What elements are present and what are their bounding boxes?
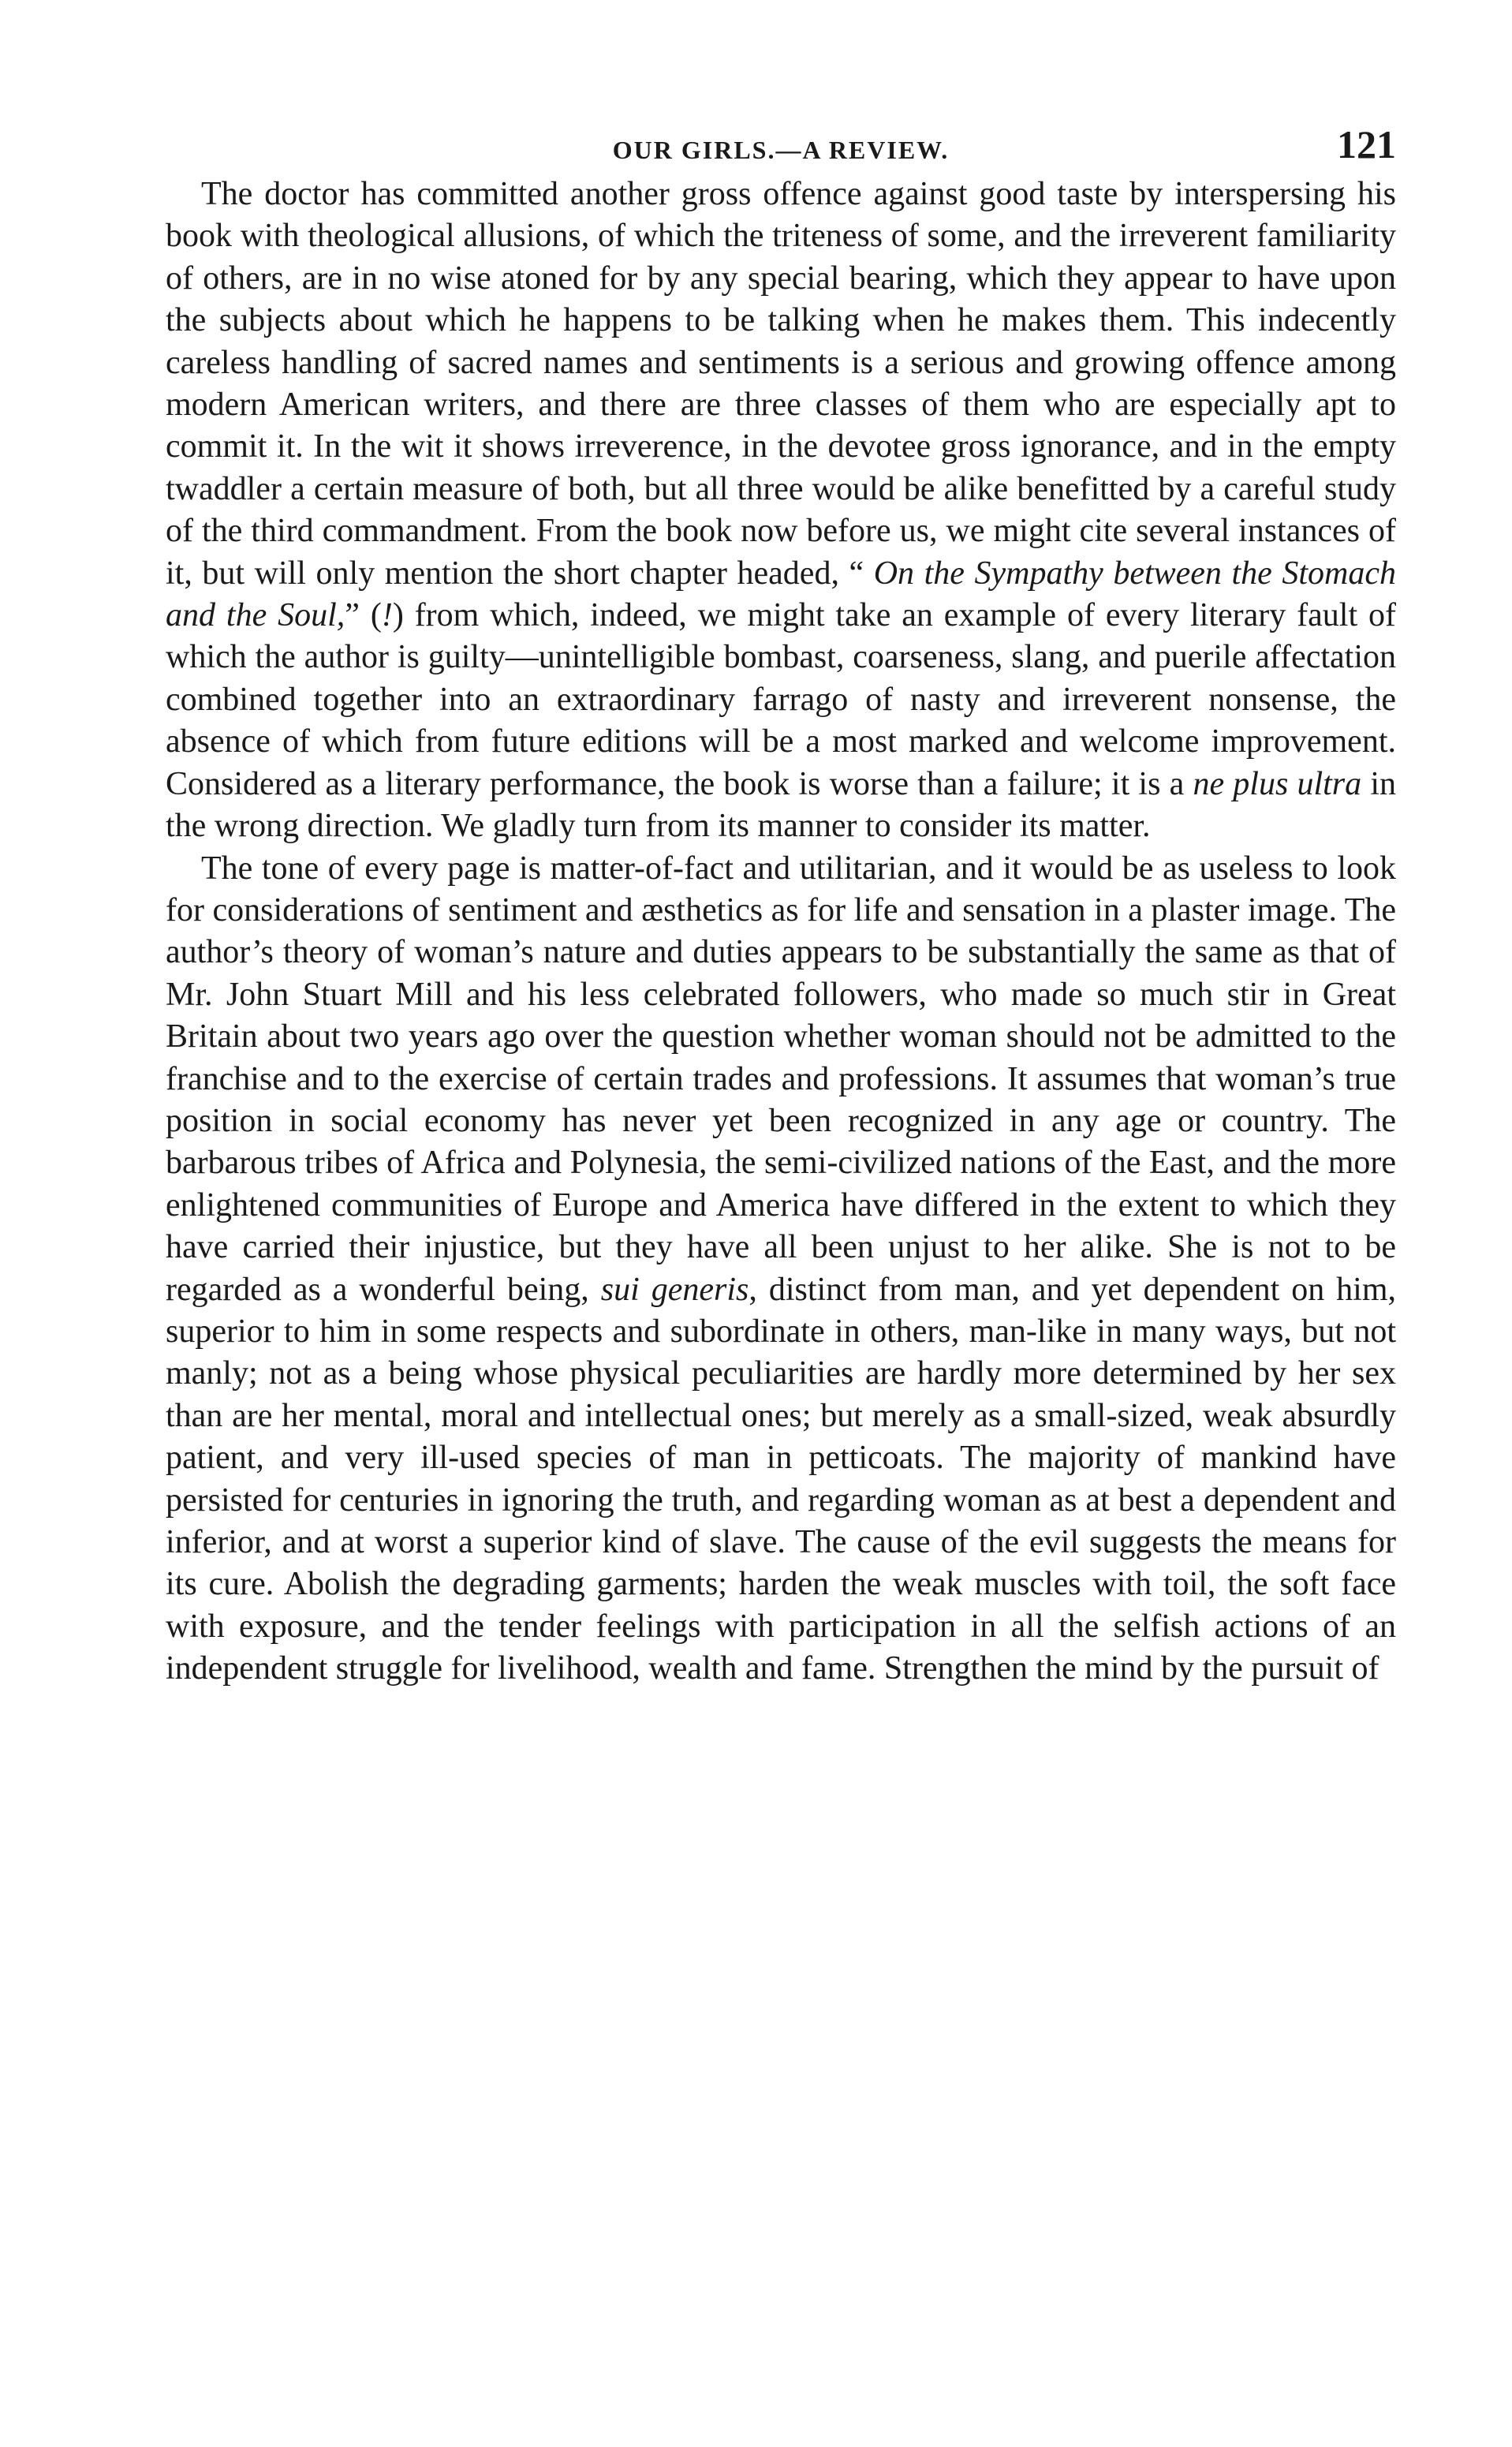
italic-text: On the Sympathy between the Stomach and the Soul, xyxy=(166,555,1396,634)
running-head xyxy=(166,118,1396,174)
text-run: The tone of every page is matter-of-fact and utilitarian, and it would be as useless to look for considerations of sentiment and æsthetics as for life and sensation in a plaster image. The author’s theory of woman’s nature and duties appears to be substantially the same as that of Mr. John Stuart Mill and his less celebrated followers, who made so much stir in Great Britain about two years ago over the question whether woman should not be admitted to the franchise and to the exercise of certain trades and professions. It assumes that woman’s true position in social economy has never yet been recognized in any age or country. The barbarous tribes of Africa and Polynesia, the semi-civilized nations of the East, and the more enlightened communities of Europe and America have differed in the extent to which they have carried their injustice, but they have all been unjust to her alike. She is not to be regarded as a wonderful being, xyxy=(166,850,1396,1308)
running-title: OUR GIRLS.—A REVIEW. xyxy=(612,136,950,164)
book-page xyxy=(166,118,1396,1690)
text-run: in the wrong direction. We gladly turn from its manner to consider its matter. xyxy=(166,765,1397,845)
italic-text: ne plus ultra xyxy=(1193,765,1362,802)
italic-text: sui generis xyxy=(600,1271,749,1308)
paragraph xyxy=(166,848,1396,1690)
text-run: ) from which, indeed, we might take an example of every literary fault of which the author is guilty—unintelligible bombast, coarseness, slang, and puerile affectation combined together into an extraordinary farrago of nasty and irreverent nonsense, the absence of which from future editions will be a most marked and welcome improvement. Considered as a literary performance, the book is worse than a failure; it is a xyxy=(166,597,1396,802)
body-text xyxy=(166,174,1396,1690)
page-number: 121 xyxy=(1337,122,1396,166)
text-run: ” ( xyxy=(345,597,382,634)
paragraph xyxy=(166,174,1396,848)
italic-text: ! xyxy=(381,597,393,634)
text-run: The doctor has committed another gross offence against good taste by interspersing his book with theological allusions, of which the triteness of some, and the irreverent familiarity of others, are in no wise atoned for by any special bearing, which they appear to have upon the subjects about which he happens to be talking when he makes them. This indecently careless handling of sacred names and sentiments is a serious and growing offence among modern American writers, and there are three classes of them who are especially apt to commit it. In the wit it shows irreverence, in the devotee gross ignorance, and in the empty twaddler a certain measure of both, but all three would be alike benefitted by a careful study of the third commandment. From the book now before us, we might cite several instances of it, but will only mention the short chapter headed, “ xyxy=(166,176,1396,592)
text-run: , distinct from man, and yet dependent on him, superior to him in some respects and subordinate in others, man-like in many ways, but not manly; not as a being whose physical peculiarities are hardly more determined by her sex than are her mental, moral and intellectual ones; but merely as a small-sized, weak absurdly patient, and very ill-used species of man in petticoats. The majority of mankind have persisted for centuries in ignoring the truth, and regarding woman as at best a dependent and inferior, and at worst a superior kind of slave. The cause of the evil suggests the means for its cure. Abolish the degrading garments; harden the weak muscles with toil, the soft face with exposure, and the tender feelings with participation in all the selfish actions of an independent struggle for livelihood, wealth and fame. Strengthen the mind by the pursuit of xyxy=(166,1271,1397,1687)
